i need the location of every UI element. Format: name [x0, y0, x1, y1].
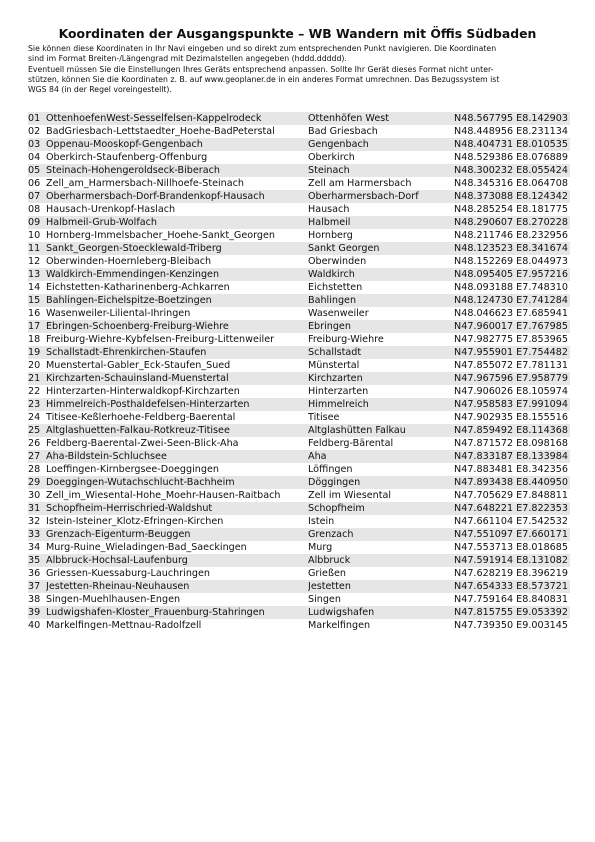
document-title: Koordinaten der Ausgangspunkte – WB Wandern mit Öffis Südbaden — [58, 26, 537, 41]
row-number: 19 — [28, 346, 46, 359]
row-number: 38 — [28, 594, 41, 605]
row-number: 33 — [28, 528, 46, 541]
route-name: Schallstadt-Ehrenkirchen-Staufen — [46, 346, 308, 359]
start-place: Hausach — [308, 204, 350, 215]
route-name: Markelfingen-Mettnau-Radolfzell — [46, 620, 202, 631]
start-place: Bad Griesbach — [308, 126, 378, 137]
intro-text — [28, 44, 568, 95]
table-row — [28, 554, 570, 567]
table-row — [28, 489, 570, 502]
table-row — [28, 268, 570, 281]
table-row — [28, 229, 570, 242]
coordinates: N48.124730 E7.741284 — [448, 294, 570, 307]
start-place: Murg — [308, 542, 333, 553]
route-name: Jestetten-Rheinau-Neuhausen — [46, 580, 308, 593]
start-place: Oberwinden — [308, 256, 367, 267]
start-place: Döggingen — [308, 476, 448, 489]
coordinates: N47.982775 E7.853965 — [454, 334, 568, 345]
start-place: Münstertal — [308, 360, 360, 371]
row-number: 13 — [28, 268, 46, 281]
row-number: 08 — [28, 204, 41, 215]
start-place: Zell im Wiesental — [308, 490, 392, 501]
start-place: Jestetten — [308, 580, 448, 593]
row-number: 21 — [28, 372, 46, 385]
start-place: Hornberg — [308, 230, 353, 241]
row-number: 02 — [28, 126, 41, 137]
coordinates: N47.883481 E8.342356 — [454, 464, 568, 475]
route-name: Grenzach-Eigenturm-Beuggen — [46, 528, 308, 541]
row-number: 29 — [28, 476, 46, 489]
table-row — [28, 372, 570, 385]
coordinates: N47.893438 E8.440950 — [448, 476, 570, 489]
start-place: Feldberg-Bärental — [308, 438, 394, 449]
intro-line: stützen, können Sie die Koordinaten z. B. auf www.geoplaner.de in ein anderes Format umrechnen. Das Bezugssystem ist — [28, 74, 500, 84]
coordinates: N48.211746 E8.232956 — [454, 230, 568, 241]
row-number: 26 — [28, 438, 41, 449]
route-name: Ebringen-Schoenberg-Freiburg-Wiehre — [46, 320, 308, 333]
table-row — [28, 138, 570, 151]
table-row — [28, 437, 570, 450]
coordinates: N47.705629 E7.848811 — [454, 490, 568, 501]
intro-line: Sie können diese Koordinaten in Ihr Navi eingeben und so direkt zum entsprechenden Punkt navigieren. Die Koordinaten — [28, 44, 497, 53]
coordinates: N47.906026 E8.105974 — [454, 386, 568, 397]
route-name: Griessen-Kuessaburg-Lauchringen — [46, 568, 210, 579]
table-row — [28, 255, 570, 268]
table-row — [28, 424, 570, 437]
coordinates: N47.654333 E8.573721 — [448, 580, 570, 593]
route-name: Waldkirch-Emmendingen-Kenzingen — [46, 268, 308, 281]
table-row — [28, 190, 570, 203]
row-number: 17 — [28, 320, 46, 333]
row-number: 15 — [28, 294, 46, 307]
start-place: Wasenweiler — [308, 308, 369, 319]
table-row — [28, 125, 570, 138]
row-number: 05 — [28, 164, 46, 177]
route-name: Eichstetten-Katharinenberg-Achkarren — [46, 282, 230, 293]
row-number: 09 — [28, 216, 46, 229]
coordinates: N47.551097 E7.660171 — [448, 528, 570, 541]
route-name: Titisee-Keßlerhoehe-Feldberg-Baerental — [46, 412, 236, 423]
table-row — [28, 307, 570, 320]
coordinates: N48.448956 E8.231134 — [454, 126, 568, 137]
row-number: 11 — [28, 242, 46, 255]
start-place: Titisee — [308, 412, 340, 423]
row-number: 35 — [28, 554, 46, 567]
coordinates: N48.123523 E8.341674 — [448, 242, 570, 255]
start-place: Gengenbach — [308, 138, 448, 151]
coordinates: N47.958583 E7.991094 — [448, 398, 570, 411]
table-row — [28, 177, 570, 190]
start-place: Oberharmersbach-Dorf — [308, 190, 448, 203]
table-row — [28, 606, 570, 619]
coordinates: N47.628219 E8.396219 — [454, 568, 568, 579]
start-place: Waldkirch — [308, 268, 448, 281]
row-number: 23 — [28, 398, 46, 411]
row-number: 37 — [28, 580, 46, 593]
table-row — [28, 450, 570, 463]
start-place: Steinach — [308, 164, 448, 177]
table-row — [28, 216, 570, 229]
route-name: Loeffingen-Kirnbergsee-Doeggingen — [46, 464, 219, 475]
coordinates: N48.152269 E8.044973 — [454, 256, 568, 267]
table-row — [28, 385, 570, 398]
route-name: Oberkirch-Staufenberg-Offenburg — [46, 152, 208, 163]
start-place: Aha — [308, 450, 448, 463]
route-name: Bahlingen-Eichelspitze-Boetzingen — [46, 294, 308, 307]
coordinates: N47.871572 E8.098168 — [454, 438, 568, 449]
coordinates: N47.960017 E7.767985 — [448, 320, 570, 333]
route-name: Steinach-Hohengeroldseck-Biberach — [46, 164, 308, 177]
coordinates: N48.567795 E8.142903 — [448, 112, 570, 125]
route-name: Oppenau-Mooskopf-Gengenbach — [46, 138, 308, 151]
coordinates: N47.859492 E8.114368 — [448, 424, 570, 437]
start-place: Schopfheim — [308, 502, 448, 515]
coordinates: N47.759164 E8.840831 — [454, 594, 568, 605]
route-name: Kirchzarten-Schauinsland-Muenstertal — [46, 372, 308, 385]
route-name: Hinterzarten-Hinterwaldkopf-Kirchzarten — [46, 386, 240, 397]
table-row — [28, 112, 570, 125]
row-number: 31 — [28, 502, 46, 515]
coordinates: N48.046623 E7.685941 — [454, 308, 568, 319]
coordinates: N47.591914 E8.131082 — [448, 554, 570, 567]
row-number: 32 — [28, 516, 41, 527]
start-place: Hinterzarten — [308, 386, 369, 397]
start-place: Sankt Georgen — [308, 242, 448, 255]
route-name: Aha-Bildstein-Schluchsee — [46, 450, 308, 463]
route-name: OttenhoefenWest-Sesselfelsen-Kappelrodeck — [46, 112, 308, 125]
start-place: Oberkirch — [308, 152, 355, 163]
route-name: Murg-Ruine_Wieladingen-Bad_Saeckingen — [46, 542, 247, 553]
coordinates: N47.553713 E8.018685 — [454, 542, 568, 553]
intro-line: sind im Format Breiten-/Längengrad mit Dezimalstellen angegeben (hddd.ddddd). — [28, 54, 347, 64]
coordinates: N48.345316 E8.064708 — [454, 178, 568, 189]
row-number: 40 — [28, 620, 41, 631]
coordinates: N47.648221 E7.822353 — [448, 502, 570, 515]
start-place: Kirchzarten — [308, 372, 448, 385]
table-row — [28, 242, 570, 255]
start-place: Eichstetten — [308, 282, 363, 293]
start-place: Grießen — [308, 568, 346, 579]
route-name: Altglashuetten-Falkau-Rotkreuz-Titisee — [46, 424, 308, 437]
table-row — [28, 151, 570, 164]
coordinates: N47.955901 E7.754482 — [448, 346, 570, 359]
row-number: 10 — [28, 230, 41, 241]
start-place: Ludwigshafen — [308, 606, 448, 619]
table-row — [28, 463, 570, 476]
table-row — [28, 333, 570, 346]
row-number: 30 — [28, 490, 41, 501]
row-number: 01 — [28, 112, 46, 125]
coordinates: N47.661104 E7.542532 — [454, 516, 568, 527]
row-number: 34 — [28, 542, 41, 553]
start-place: Zell am Harmersbach — [308, 178, 412, 189]
route-name: Halbmeil-Grub-Wolfach — [46, 216, 308, 229]
coordinates: N48.300232 E8.055424 — [448, 164, 570, 177]
row-number: 39 — [28, 606, 46, 619]
route-name: Istein-Isteiner_Klotz-Efringen-Kirchen — [46, 516, 224, 527]
row-number: 25 — [28, 424, 46, 437]
coordinates: N48.285254 E8.181775 — [454, 204, 568, 215]
row-number: 06 — [28, 178, 41, 189]
coordinates: N48.373088 E8.124342 — [448, 190, 570, 203]
table-row — [28, 411, 570, 424]
row-number: 14 — [28, 282, 41, 293]
start-place: Altglashütten Falkau — [308, 424, 448, 437]
route-name: Doeggingen-Wutachschlucht-Bachheim — [46, 476, 308, 489]
row-number: 12 — [28, 256, 41, 267]
table-row — [28, 346, 570, 359]
route-name: Ludwigshafen-Kloster_Frauenburg-Stahringen — [46, 606, 308, 619]
route-name: Hausach-Urenkopf-Haslach — [46, 204, 176, 215]
row-number: 28 — [28, 464, 41, 475]
table-row — [28, 593, 570, 606]
route-name: Hornberg-Immelsbacher_Hoehe-Sankt_Georgen — [46, 230, 275, 241]
row-number: 36 — [28, 568, 41, 579]
route-name: Zell_im_Wiesental-Hohe_Moehr-Hausen-Raitbach — [46, 490, 281, 501]
coordinates: N48.290607 E8.270228 — [448, 216, 570, 229]
table-row — [28, 580, 570, 593]
coordinates: N48.404731 E8.010535 — [448, 138, 570, 151]
route-name: Muenstertal-Gabler_Eck-Staufen_Sued — [46, 360, 231, 371]
row-number: 18 — [28, 334, 41, 345]
row-number: 24 — [28, 412, 41, 423]
coordinates: N48.529386 E8.076889 — [454, 152, 568, 163]
row-number: 22 — [28, 386, 41, 397]
table-row — [28, 528, 570, 541]
start-place: Löffingen — [308, 464, 353, 475]
table-row — [28, 567, 570, 580]
intro-line: Eventuell müssen Sie die Einstellungen Ihres Geräts entsprechend anpassen. Sollte Ihr Gerät dieses Format nicht unter- — [28, 64, 494, 74]
table-row — [28, 359, 570, 372]
start-place: Albbruck — [308, 554, 448, 567]
start-place: Istein — [308, 516, 335, 527]
table-row — [28, 476, 570, 489]
table-row — [28, 294, 570, 307]
route-name: Himmelreich-Posthaldefelsen-Hinterzarten — [46, 398, 308, 411]
table-row — [28, 320, 570, 333]
start-place: Bahlingen — [308, 294, 448, 307]
start-place: Freiburg-Wiehre — [308, 334, 384, 345]
start-place: Ebringen — [308, 320, 448, 333]
route-name: Albbruck-Hochsal-Laufenburg — [46, 554, 308, 567]
coordinates: N47.815755 E9.053392 — [448, 606, 570, 619]
route-name: Freiburg-Wiehre-Kybfelsen-Freiburg-Littenweiler — [46, 334, 275, 345]
start-place: Grenzach — [308, 528, 448, 541]
table-row — [28, 502, 570, 515]
start-place: Himmelreich — [308, 398, 448, 411]
row-number: 04 — [28, 152, 41, 163]
row-number: 03 — [28, 138, 46, 151]
start-place: Ottenhöfen West — [308, 112, 448, 125]
route-name: Schopfheim-Herrischried-Waldshut — [46, 502, 308, 515]
route-name: Sankt_Georgen-Stoecklewald-Triberg — [46, 242, 308, 255]
coordinates: N47.967596 E7.958779 — [448, 372, 570, 385]
table-row — [28, 164, 570, 177]
coordinates-table — [28, 112, 570, 632]
table-row — [28, 619, 570, 632]
row-number: 20 — [28, 360, 41, 371]
route-name: Oberharmersbach-Dorf-Brandenkopf-Hausach — [46, 190, 308, 203]
row-number: 27 — [28, 450, 46, 463]
coordinates: N47.739350 E9.003145 — [454, 620, 568, 631]
route-name: Singen-Muehlhausen-Engen — [46, 594, 181, 605]
row-number: 16 — [28, 308, 41, 319]
route-name: Wasenweiler-Liliental-Ihringen — [46, 308, 191, 319]
route-name: BadGriesbach-Lettstaedter_Hoehe-BadPeterstal — [46, 126, 275, 137]
coordinates: N47.902935 E8.155516 — [454, 412, 568, 423]
coordinates: N48.095405 E7.957216 — [448, 268, 570, 281]
coordinates: N47.833187 E8.133984 — [448, 450, 570, 463]
start-place: Markelfingen — [308, 620, 371, 631]
table-row — [28, 281, 570, 294]
table-row — [28, 515, 570, 528]
coordinates: N48.093188 E7.748310 — [454, 282, 568, 293]
start-place: Schallstadt — [308, 346, 448, 359]
route-name: Zell_am_Harmersbach-Nillhoefe-Steinach — [46, 178, 244, 189]
route-name: Feldberg-Baerental-Zwei-Seen-Blick-Aha — [46, 438, 239, 449]
start-place: Halbmeil — [308, 216, 448, 229]
table-row — [28, 541, 570, 554]
start-place: Singen — [308, 594, 341, 605]
table-row — [28, 398, 570, 411]
table-row — [28, 203, 570, 216]
route-name: Oberwinden-Hoernleberg-Bleibach — [46, 256, 212, 267]
intro-line: WGS 84 (in der Regel voreingestellt). — [28, 85, 172, 95]
coordinates: N47.855072 E7.781131 — [454, 360, 568, 371]
row-number: 07 — [28, 190, 46, 203]
